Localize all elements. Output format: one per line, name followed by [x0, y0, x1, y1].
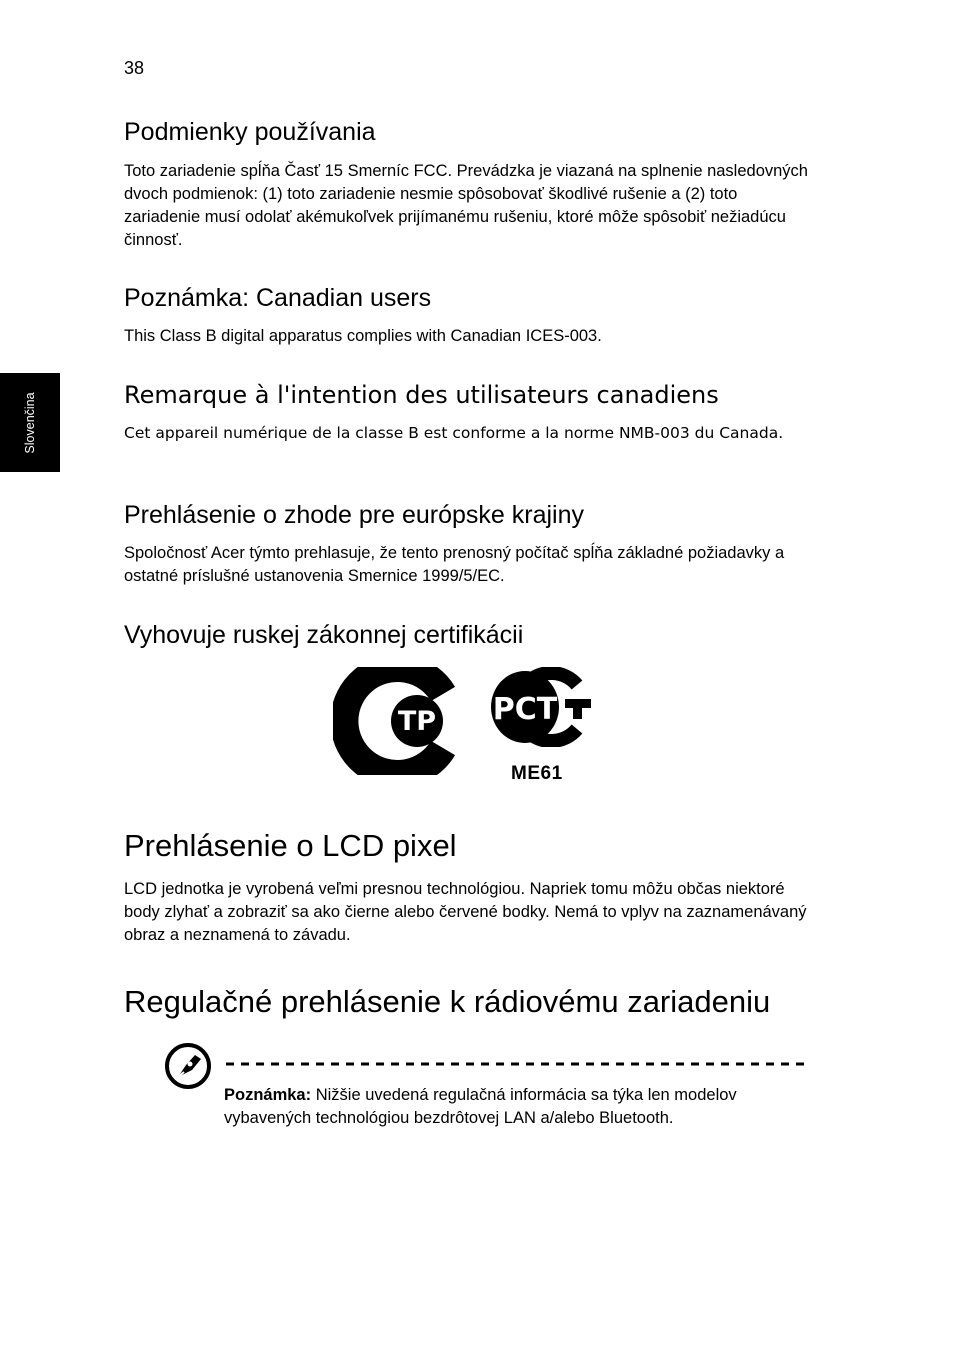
- european-body: Spoločnosť Acer týmto prehlasuje, že tento prenosný počítač spĺňa základné požiadavky a ostatné príslušné ustanovenia Smernice 1999/5/EC.: [124, 544, 785, 585]
- remarque-body: Cet appareil numérique de la classe B est conforme a la norme NMB-003 du Canada.: [124, 424, 784, 442]
- conditions-heading: Podmienky používania: [124, 118, 376, 146]
- radio-heading: Regulačné prehlásenie k rádiovému zariadeniu: [124, 984, 771, 1019]
- gost-logo-text: TP: [397, 706, 437, 737]
- gost-certification-logo: [333, 667, 461, 775]
- note-pen-icon: [164, 1042, 212, 1090]
- european-heading: Prehlásenie o zhode pre európske krajiny: [124, 501, 584, 529]
- canadian-heading: Poznámka: Canadian users: [124, 284, 432, 312]
- pct-logo-text: PCT: [492, 692, 558, 727]
- certification-code: ME61: [511, 763, 563, 784]
- note-dashed-rule: [226, 1060, 811, 1068]
- remarque-heading: Remarque à l'intention des utilisateurs canadiens: [124, 381, 719, 409]
- russian-heading: Vyhovuje ruskej zákonnej certifikácii: [124, 621, 524, 649]
- note-body: Nižšie uvedená regulačná informácia sa týka len modelov vybavených technológiou bezdrôtovej LAN a/alebo Bluetooth.: [224, 1086, 737, 1127]
- page-number: 38: [124, 58, 145, 78]
- note-label: Poznámka:: [224, 1086, 312, 1104]
- lcd-heading: Prehlásenie o LCD pixel: [124, 828, 457, 863]
- note-text: [224, 1084, 744, 1130]
- side-tab-label: Slovenčina: [23, 392, 37, 454]
- lcd-body: LCD jednotka je vyrobená veľmi presnou technológiou. Napriek tomu môžu občas niektoré body zlyhať a zobraziť sa ako čierne alebo červené bodky. Nemá to vplyv na zaznamenávaný obraz a neznamená to závadu.: [124, 880, 807, 944]
- conditions-body: Toto zariadenie spĺňa Časť 15 Smerníc FCC. Prevádzka je viazaná na splnenie nasledovných dvoch podmienok: (1) toto zariadenie nesmie spôsobovať škodlivé rušenie a (2) toto zariadenie musí odolať akémukoľvek prijímanému rušeniu, ktoré môže spôsobiť nežiadúcu činnosť.: [124, 162, 808, 249]
- language-side-tab: [0, 373, 60, 472]
- pct-certification-logo: [487, 667, 593, 747]
- canadian-body: This Class B digital apparatus complies with Canadian ICES-003.: [124, 327, 602, 345]
